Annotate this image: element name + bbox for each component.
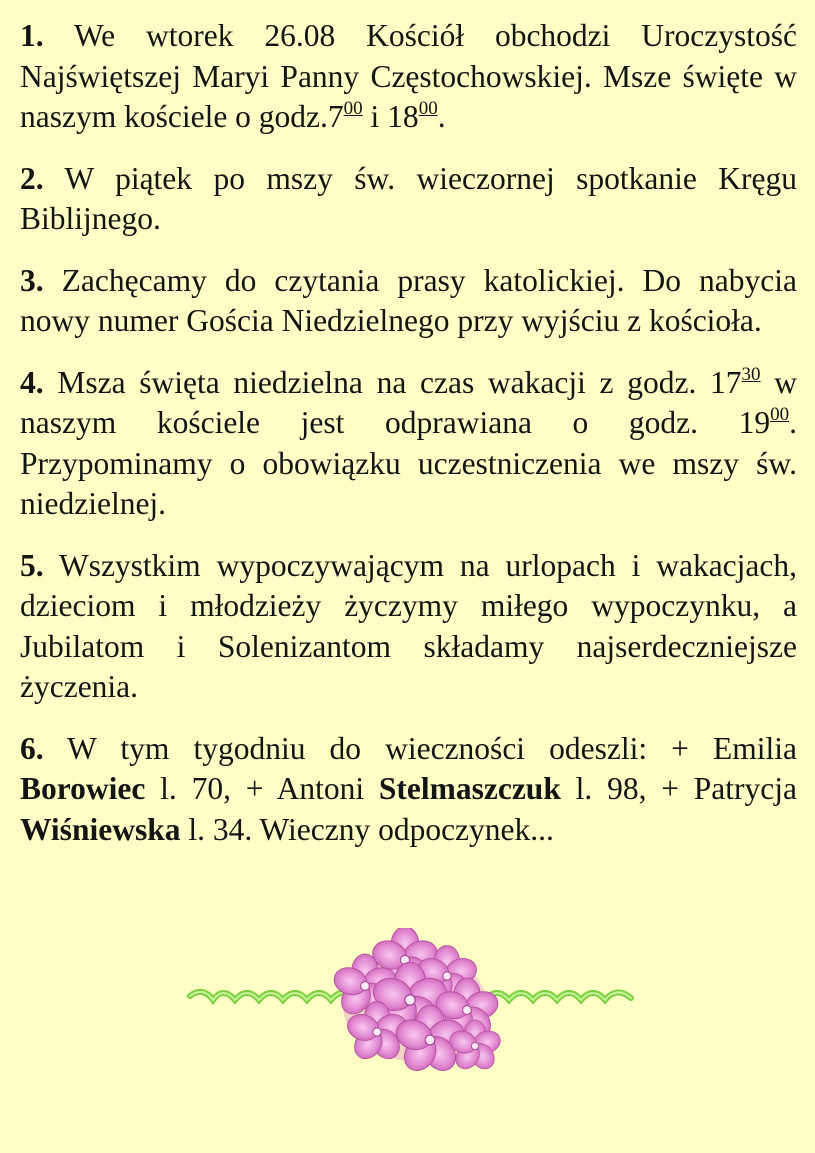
announcement-number: 2. — [20, 160, 44, 196]
announcement-text: W tym tygodniu do wieczności odeszli: + Emilia — [67, 730, 797, 766]
announcement-text: l. 70, + Antoni — [145, 771, 379, 806]
announcement-text: w naszym kościele jest odprawiana o godz. 19 — [20, 364, 797, 440]
time-minutes: 30 — [741, 363, 761, 385]
ribbon-right — [485, 992, 631, 1000]
announcement-4 — [20, 363, 797, 525]
announcement-3 — [20, 261, 797, 342]
announcement-text: l. 34. Wieczny odpoczynek... — [180, 811, 554, 847]
announcement-5 — [20, 546, 797, 708]
announcement-number: 6. — [20, 730, 44, 766]
deceased-surname: Stelmaszczuk — [378, 771, 561, 806]
announcement-text: Zachęcamy do czytania prasy katolickiej. Do nabycia nowy numer Gościa Niedzielnego przy wyjściu z kościoła. — [20, 262, 798, 338]
announcement-number: 5. — [20, 547, 44, 583]
announcement-number: 4. — [20, 364, 44, 400]
announcement-text: Wszystkim wypoczywającym na urlopach i wakacjach, dzieciom i młodzieży życzymy miłego wypoczynku, a Jubilatom i Solenizantom składamy najserdeczniejsze życzenia. — [20, 547, 798, 704]
announcement-text: l. 98, + Patrycja — [560, 771, 797, 806]
flower-ribbon-ornament — [185, 928, 635, 1073]
time-minutes: 00 — [343, 98, 363, 119]
flower-bouquet — [331, 928, 504, 1073]
announcement-number: 1. — [20, 18, 44, 53]
announcement-text: i 18 — [362, 99, 419, 134]
time-minutes: 00 — [770, 404, 790, 425]
announcement-2 — [20, 159, 797, 240]
ribbon-left — [190, 992, 353, 1000]
announcement-1 — [20, 16, 797, 138]
announcement-text: W piątek po mszy św. wieczornej spotkanie Kręgu Biblijnego. — [20, 160, 797, 236]
deceased-surname: Borowiec — [20, 771, 146, 806]
time-minutes: 00 — [418, 98, 438, 119]
announcement-text: . Przypominamy o obowiązku uczestniczenia we mszy św. niedzielnej. — [20, 405, 797, 521]
announcement-text: . — [437, 99, 446, 134]
announcement-text: Msza święta niedzielna na czas wakacji z godz. 17 — [57, 364, 742, 400]
announcement-6 — [20, 729, 797, 851]
announcement-text: We wtorek 26.08 Kościół obchodzi Uroczystość Najświętszej Maryi Panny Częstochowskiej. Msze święte w naszym kościele o godz.7 — [20, 18, 797, 134]
deceased-surname: Wiśniewska — [20, 811, 181, 847]
announcement-number: 3. — [20, 262, 44, 298]
announcement-list — [20, 16, 797, 871]
